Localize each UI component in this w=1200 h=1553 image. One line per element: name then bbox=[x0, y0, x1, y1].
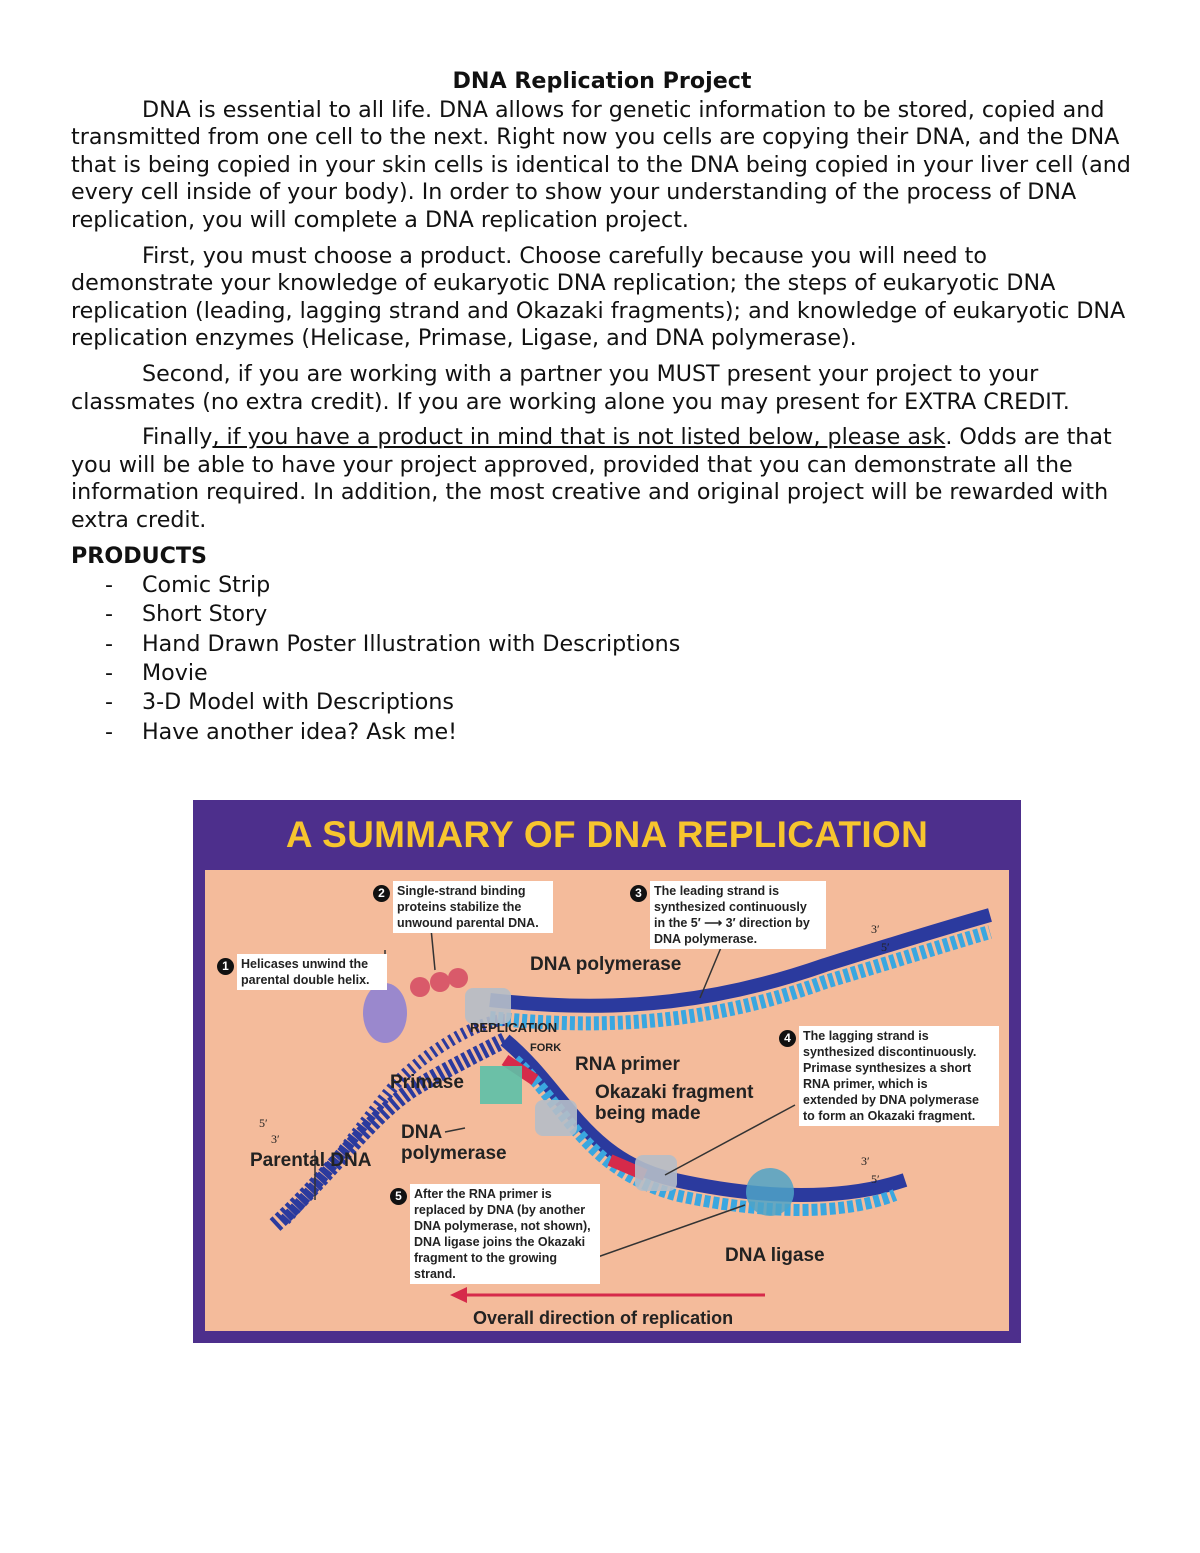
primase-icon bbox=[480, 1066, 522, 1104]
step-caption-4: The lagging strand is synthesized discontinuously. Primase synthesizes a short RNA primer, which is extended by DNA polymerase to form an Okazaki fragment. bbox=[799, 1026, 999, 1126]
top-strand-3-prime: 3′ bbox=[871, 922, 880, 936]
replication-label: REPLICATION bbox=[470, 1020, 558, 1035]
page-title: DNA Replication Project bbox=[452, 68, 752, 94]
bullet-dash: - bbox=[105, 601, 114, 628]
fork-label: FORK bbox=[530, 1042, 562, 1054]
list-item bbox=[71, 630, 1133, 659]
step-caption-1: Helicases unwind the parental double helix. bbox=[237, 954, 387, 990]
dna-ligase-label: DNA ligase bbox=[725, 1245, 825, 1266]
products-list bbox=[71, 571, 1133, 747]
bottom-strand-3-prime: 3′ bbox=[861, 1154, 870, 1168]
dna-polymerase-lower-icon bbox=[635, 1155, 677, 1191]
rna-primer-label: RNA primer bbox=[575, 1054, 680, 1075]
overall-direction-label: Overall direction of replication bbox=[473, 1308, 734, 1328]
list-item bbox=[71, 718, 1133, 747]
bottom-strand-5-prime: 5′ bbox=[871, 1172, 880, 1186]
dna-polymerase-top-icon bbox=[465, 988, 511, 1024]
list-item bbox=[71, 688, 1133, 717]
pointer-line bbox=[575, 1205, 745, 1265]
helicase-icon bbox=[363, 983, 407, 1043]
product-label: 3-D Model with Descriptions bbox=[142, 689, 454, 716]
left-strand-3-prime: 3′ bbox=[271, 1132, 280, 1146]
bullet-dash: - bbox=[105, 689, 114, 716]
final-paragraph bbox=[71, 424, 1133, 534]
okazaki-fragment-label: Okazaki fragment being made bbox=[595, 1082, 754, 1124]
final-paragraph-underlined: , if you have a product in mind that is not listed below, please ask bbox=[212, 424, 946, 451]
product-label: Hand Drawn Poster Illustration with Descriptions bbox=[142, 630, 681, 657]
figure-panel bbox=[205, 870, 1009, 1331]
list-item bbox=[71, 600, 1133, 629]
dna-polymerase-lower-label: DNA polymerase bbox=[401, 1122, 507, 1164]
top-strand-5-prime: 5′ bbox=[881, 940, 890, 954]
step-number-1: 1 bbox=[217, 958, 234, 975]
list-item bbox=[71, 659, 1133, 688]
presentation-paragraph: Second, if you are working with a partner you MUST present your project to your classmates (no extra credit). If you are working alone you may present for EXTRA CREDIT. bbox=[71, 360, 1070, 415]
step-number-5: 5 bbox=[390, 1188, 407, 1205]
dna-polymerase-lower-icon bbox=[535, 1100, 577, 1136]
bullet-dash: - bbox=[105, 718, 114, 745]
dna-polymerase-top-label: DNA polymerase bbox=[530, 954, 682, 975]
ssb-protein-icon bbox=[430, 972, 450, 992]
bullet-dash: - bbox=[105, 659, 114, 686]
direction-arrow-head bbox=[450, 1287, 467, 1303]
parental-dna-label: Parental DNA bbox=[250, 1150, 372, 1171]
final-paragraph-start: Finally bbox=[142, 424, 213, 451]
dna-ligase-icon bbox=[746, 1168, 794, 1216]
step-caption-3: The leading strand is synthesized continuously in the 5′ ⟶ 3′ direction by DNA polymerase. bbox=[650, 881, 826, 949]
final-paragraph-end: . Odds are that you will be able to have your project approved, provided that you can demonstrate all the information required. In addition, the most creative and original project will be rewarded with extra credit. bbox=[71, 424, 1112, 533]
product-label: Have another idea? Ask me! bbox=[142, 718, 458, 745]
ssb-protein-icon bbox=[448, 968, 468, 988]
dna-replication-figure bbox=[193, 800, 1021, 1343]
intro-paragraph: DNA is essential to all life. DNA allows for genetic information to be stored, copied and transmitted from one cell to the next. Right now you cells are copying their DNA, and the DNA that is being copied in your skin cells is identical to the DNA being copied in your liver cell (and every cell inside of your body). In order to show your understanding of the process of DNA replication, you will complete a DNA replication project. bbox=[71, 96, 1131, 233]
document-body bbox=[71, 68, 1133, 747]
step-number-4: 4 bbox=[779, 1030, 796, 1047]
step-caption-2: Single-strand binding proteins stabilize the unwound parental DNA. bbox=[393, 881, 553, 933]
product-label: Movie bbox=[142, 659, 208, 686]
step-number-2: 2 bbox=[373, 885, 390, 902]
bullet-dash: - bbox=[105, 630, 114, 657]
figure-title: A SUMMARY OF DNA REPLICATION bbox=[285, 814, 929, 855]
primase-label: Primase bbox=[390, 1072, 464, 1093]
product-label: Comic Strip bbox=[142, 572, 271, 599]
step-number-3: 3 bbox=[630, 885, 647, 902]
bullet-dash: - bbox=[105, 572, 114, 599]
left-strand-5-prime: 5′ bbox=[259, 1116, 268, 1130]
choose-product-paragraph: First, you must choose a product. Choose carefully because you will need to demonstrate your knowledge of eukaryotic DNA replication; the steps of eukaryotic DNA replication (leading, lagging strand and Okazaki fragments); and knowledge of eukaryotic DNA replication enzymes (Helicase, Primase, Ligase, and DNA polymerase). bbox=[71, 242, 1126, 352]
products-heading: PRODUCTS bbox=[71, 542, 208, 569]
ssb-protein-icon bbox=[410, 977, 430, 997]
step-caption-5: After the RNA primer is replaced by DNA (by another DNA polymerase, not shown), DNA ligase joins the Okazaki fragment to the growing strand. bbox=[410, 1184, 600, 1284]
list-item bbox=[71, 571, 1133, 600]
product-label: Short Story bbox=[142, 601, 268, 628]
